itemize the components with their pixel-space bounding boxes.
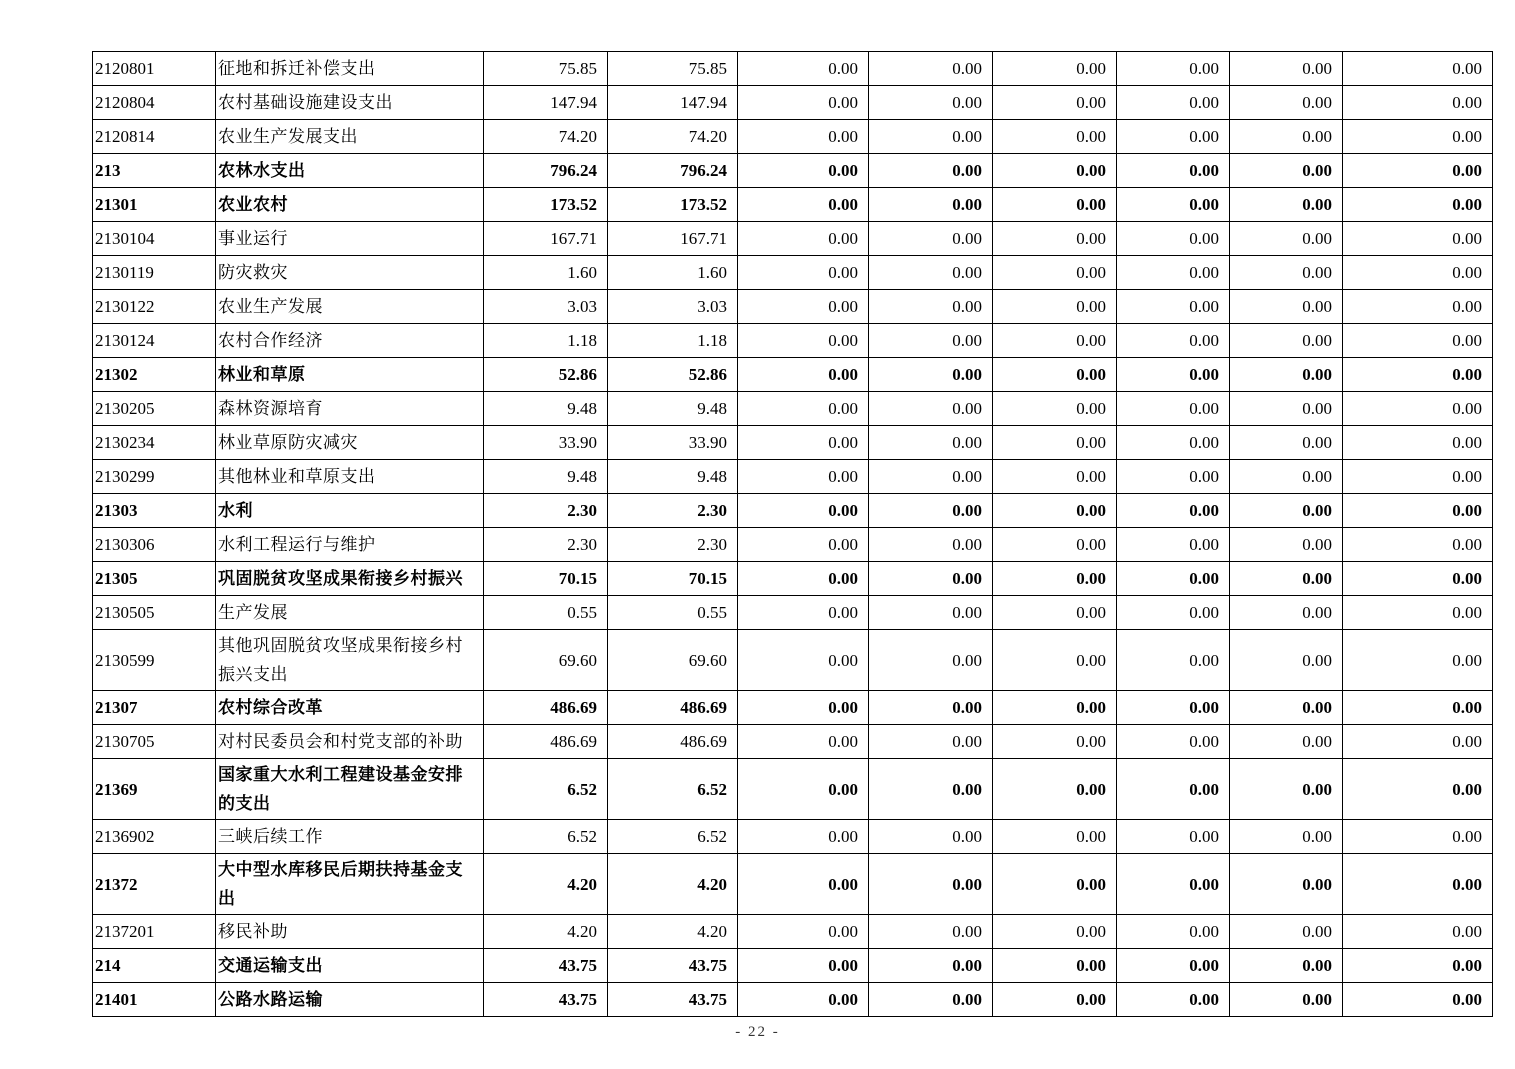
amount-cell: 0.00 <box>1117 222 1230 256</box>
amount-cell: 0.00 <box>1117 426 1230 460</box>
table-row <box>93 392 1493 426</box>
amount-cell: 0.00 <box>1117 154 1230 188</box>
amount-cell: 0.00 <box>869 154 993 188</box>
account-name-cell: 林业和草原 <box>216 358 484 392</box>
account-code-cell: 21303 <box>93 494 216 528</box>
account-code-cell: 2130705 <box>93 725 216 759</box>
amount-cell: 0.00 <box>869 426 993 460</box>
amount-cell: 0.00 <box>738 392 869 426</box>
amount-cell: 0.00 <box>1230 983 1343 1017</box>
amount-cell: 147.94 <box>608 86 738 120</box>
amount-cell: 0.00 <box>993 120 1117 154</box>
amount-cell: 0.00 <box>1343 188 1493 222</box>
amount-cell: 43.75 <box>484 983 608 1017</box>
account-code-cell: 2130234 <box>93 426 216 460</box>
amount-cell: 0.00 <box>738 52 869 86</box>
amount-cell: 74.20 <box>608 120 738 154</box>
amount-cell: 0.00 <box>738 426 869 460</box>
amount-cell: 4.20 <box>484 854 608 915</box>
account-name-cell: 农村合作经济 <box>216 324 484 358</box>
table-row <box>93 494 1493 528</box>
amount-cell: 0.00 <box>869 86 993 120</box>
amount-cell: 0.00 <box>1117 562 1230 596</box>
amount-cell: 0.00 <box>993 222 1117 256</box>
amount-cell: 0.00 <box>1343 86 1493 120</box>
page-number: - 22 - <box>735 1024 780 1040</box>
amount-cell: 0.00 <box>869 324 993 358</box>
amount-cell: 33.90 <box>608 426 738 460</box>
amount-cell: 0.00 <box>869 691 993 725</box>
amount-cell: 0.00 <box>993 494 1117 528</box>
amount-cell: 0.00 <box>1117 630 1230 691</box>
amount-cell: 2.30 <box>484 494 608 528</box>
amount-cell: 147.94 <box>484 86 608 120</box>
account-name-cell: 公路水路运输 <box>216 983 484 1017</box>
amount-cell: 0.00 <box>1230 759 1343 820</box>
table-row <box>93 759 1493 820</box>
account-code-cell: 2130122 <box>93 290 216 324</box>
amount-cell: 43.75 <box>484 949 608 983</box>
account-code-cell: 21401 <box>93 983 216 1017</box>
table-row <box>93 528 1493 562</box>
amount-cell: 0.00 <box>993 392 1117 426</box>
table-row <box>93 915 1493 949</box>
amount-cell: 0.00 <box>1117 460 1230 494</box>
amount-cell: 0.00 <box>869 820 993 854</box>
account-code-cell: 2130299 <box>93 460 216 494</box>
amount-cell: 0.00 <box>993 630 1117 691</box>
amount-cell: 0.00 <box>738 460 869 494</box>
account-name-cell: 防灾救灾 <box>216 256 484 290</box>
amount-cell: 43.75 <box>608 983 738 1017</box>
amount-cell: 0.00 <box>1230 358 1343 392</box>
amount-cell: 0.00 <box>738 528 869 562</box>
amount-cell: 9.48 <box>484 392 608 426</box>
amount-cell: 0.00 <box>1230 222 1343 256</box>
amount-cell: 52.86 <box>484 358 608 392</box>
amount-cell: 486.69 <box>608 725 738 759</box>
amount-cell: 0.00 <box>738 854 869 915</box>
account-code-cell: 214 <box>93 949 216 983</box>
amount-cell: 0.00 <box>738 154 869 188</box>
amount-cell: 486.69 <box>484 691 608 725</box>
amount-cell: 0.00 <box>1230 86 1343 120</box>
amount-cell: 43.75 <box>608 949 738 983</box>
amount-cell: 0.00 <box>1343 290 1493 324</box>
account-code-cell: 21369 <box>93 759 216 820</box>
amount-cell: 2.30 <box>608 528 738 562</box>
amount-cell: 0.00 <box>993 86 1117 120</box>
amount-cell: 0.00 <box>993 725 1117 759</box>
account-code-cell: 2130599 <box>93 630 216 691</box>
table-row <box>93 596 1493 630</box>
account-code-cell: 21302 <box>93 358 216 392</box>
amount-cell: 0.00 <box>993 820 1117 854</box>
amount-cell: 0.00 <box>869 392 993 426</box>
account-code-cell: 213 <box>93 154 216 188</box>
account-name-cell: 其他林业和草原支出 <box>216 460 484 494</box>
amount-cell: 0.00 <box>1117 596 1230 630</box>
amount-cell: 0.00 <box>869 725 993 759</box>
amount-cell: 0.00 <box>993 596 1117 630</box>
amount-cell: 0.00 <box>1343 630 1493 691</box>
amount-cell: 0.00 <box>1230 460 1343 494</box>
amount-cell: 0.00 <box>738 324 869 358</box>
account-name-cell: 农村基础设施建设支出 <box>216 86 484 120</box>
amount-cell: 33.90 <box>484 426 608 460</box>
amount-cell: 75.85 <box>608 52 738 86</box>
amount-cell: 0.00 <box>1343 358 1493 392</box>
amount-cell: 0.00 <box>869 759 993 820</box>
amount-cell: 0.00 <box>1117 188 1230 222</box>
amount-cell: 0.00 <box>1117 915 1230 949</box>
account-name-cell: 农业生产发展 <box>216 290 484 324</box>
account-code-cell: 2136902 <box>93 820 216 854</box>
amount-cell: 0.00 <box>1117 854 1230 915</box>
amount-cell: 0.00 <box>1117 528 1230 562</box>
amount-cell: 2.30 <box>484 528 608 562</box>
amount-cell: 70.15 <box>608 562 738 596</box>
account-code-cell: 2137201 <box>93 915 216 949</box>
amount-cell: 0.00 <box>993 324 1117 358</box>
amount-cell: 0.00 <box>1230 426 1343 460</box>
amount-cell: 0.00 <box>1117 256 1230 290</box>
amount-cell: 75.85 <box>484 52 608 86</box>
amount-cell: 0.00 <box>1117 392 1230 426</box>
amount-cell: 6.52 <box>608 759 738 820</box>
table-row <box>93 630 1493 691</box>
account-name-cell: 森林资源培育 <box>216 392 484 426</box>
amount-cell: 0.00 <box>993 759 1117 820</box>
amount-cell: 0.00 <box>869 854 993 915</box>
amount-cell: 0.00 <box>993 358 1117 392</box>
amount-cell: 0.00 <box>738 120 869 154</box>
amount-cell: 0.00 <box>869 290 993 324</box>
amount-cell: 0.00 <box>738 820 869 854</box>
amount-cell: 0.00 <box>738 222 869 256</box>
account-name-cell: 国家重大水利工程建设基金安排的支出 <box>216 759 484 820</box>
amount-cell: 4.20 <box>484 915 608 949</box>
amount-cell: 486.69 <box>608 691 738 725</box>
amount-cell: 0.00 <box>1343 915 1493 949</box>
table-row <box>93 222 1493 256</box>
amount-cell: 0.00 <box>1117 494 1230 528</box>
amount-cell: 4.20 <box>608 854 738 915</box>
amount-cell: 0.00 <box>1230 596 1343 630</box>
amount-cell: 0.00 <box>738 915 869 949</box>
amount-cell: 9.48 <box>608 392 738 426</box>
amount-cell: 0.00 <box>1117 691 1230 725</box>
table-row <box>93 290 1493 324</box>
table-row <box>93 820 1493 854</box>
amount-cell: 1.60 <box>608 256 738 290</box>
amount-cell: 167.71 <box>484 222 608 256</box>
amount-cell: 0.00 <box>869 983 993 1017</box>
amount-cell: 0.00 <box>1343 52 1493 86</box>
amount-cell: 0.00 <box>869 915 993 949</box>
amount-cell: 0.00 <box>1230 562 1343 596</box>
amount-cell: 4.20 <box>608 915 738 949</box>
amount-cell: 0.00 <box>1343 494 1493 528</box>
account-code-cell: 21307 <box>93 691 216 725</box>
amount-cell: 0.00 <box>1343 596 1493 630</box>
amount-cell: 0.00 <box>1343 120 1493 154</box>
amount-cell: 0.00 <box>738 759 869 820</box>
amount-cell: 0.00 <box>869 528 993 562</box>
amount-cell: 0.00 <box>1343 154 1493 188</box>
account-name-cell: 农业农村 <box>216 188 484 222</box>
table-row <box>93 256 1493 290</box>
amount-cell: 1.18 <box>484 324 608 358</box>
amount-cell: 0.00 <box>993 460 1117 494</box>
table-row <box>93 983 1493 1017</box>
amount-cell: 0.00 <box>1230 915 1343 949</box>
amount-cell: 0.00 <box>738 983 869 1017</box>
account-code-cell: 21301 <box>93 188 216 222</box>
account-name-cell: 交通运输支出 <box>216 949 484 983</box>
amount-cell: 0.00 <box>1230 154 1343 188</box>
amount-cell: 74.20 <box>484 120 608 154</box>
account-code-cell: 21305 <box>93 562 216 596</box>
amount-cell: 3.03 <box>484 290 608 324</box>
budget-table <box>92 51 1493 1017</box>
amount-cell: 0.00 <box>1343 460 1493 494</box>
amount-cell: 0.00 <box>1343 725 1493 759</box>
account-name-cell: 生产发展 <box>216 596 484 630</box>
amount-cell: 1.60 <box>484 256 608 290</box>
account-name-cell: 其他巩固脱贫攻坚成果衔接乡村振兴支出 <box>216 630 484 691</box>
account-name-cell: 水利 <box>216 494 484 528</box>
account-code-cell: 2130205 <box>93 392 216 426</box>
account-name-cell: 征地和拆迁补偿支出 <box>216 52 484 86</box>
amount-cell: 0.00 <box>1230 52 1343 86</box>
amount-cell: 0.00 <box>993 562 1117 596</box>
amount-cell: 0.00 <box>1230 256 1343 290</box>
table-row <box>93 324 1493 358</box>
amount-cell: 0.00 <box>1230 188 1343 222</box>
amount-cell: 0.00 <box>993 52 1117 86</box>
amount-cell: 0.00 <box>738 86 869 120</box>
table-row <box>93 358 1493 392</box>
table-row <box>93 154 1493 188</box>
account-code-cell: 21372 <box>93 854 216 915</box>
amount-cell: 0.00 <box>993 854 1117 915</box>
amount-cell: 0.00 <box>1230 324 1343 358</box>
account-name-cell: 对村民委员会和村党支部的补助 <box>216 725 484 759</box>
amount-cell: 0.00 <box>869 596 993 630</box>
table-row <box>93 120 1493 154</box>
amount-cell: 0.00 <box>869 630 993 691</box>
amount-cell: 0.00 <box>1343 691 1493 725</box>
amount-cell: 0.00 <box>738 725 869 759</box>
amount-cell: 9.48 <box>484 460 608 494</box>
amount-cell: 0.00 <box>993 528 1117 562</box>
amount-cell: 0.00 <box>869 222 993 256</box>
amount-cell: 0.00 <box>1117 949 1230 983</box>
account-name-cell: 大中型水库移民后期扶持基金支出 <box>216 854 484 915</box>
amount-cell: 0.00 <box>1230 854 1343 915</box>
amount-cell: 0.00 <box>738 949 869 983</box>
account-name-cell: 农村综合改革 <box>216 691 484 725</box>
table-body <box>93 52 1493 1017</box>
amount-cell: 0.00 <box>738 691 869 725</box>
amount-cell: 70.15 <box>484 562 608 596</box>
account-name-cell: 农业生产发展支出 <box>216 120 484 154</box>
amount-cell: 0.00 <box>869 358 993 392</box>
amount-cell: 6.52 <box>484 759 608 820</box>
amount-cell: 0.00 <box>869 460 993 494</box>
account-code-cell: 2130505 <box>93 596 216 630</box>
amount-cell: 0.00 <box>1117 983 1230 1017</box>
account-name-cell: 林业草原防灾减灾 <box>216 426 484 460</box>
amount-cell: 0.00 <box>869 494 993 528</box>
amount-cell: 0.00 <box>869 562 993 596</box>
amount-cell: 0.00 <box>738 256 869 290</box>
amount-cell: 0.00 <box>1230 725 1343 759</box>
amount-cell: 0.00 <box>993 915 1117 949</box>
amount-cell: 0.00 <box>1117 86 1230 120</box>
amount-cell: 0.00 <box>1343 324 1493 358</box>
amount-cell: 2.30 <box>608 494 738 528</box>
amount-cell: 0.00 <box>738 596 869 630</box>
account-name-cell: 三峡后续工作 <box>216 820 484 854</box>
amount-cell: 0.00 <box>1117 358 1230 392</box>
amount-cell: 0.00 <box>1230 949 1343 983</box>
amount-cell: 3.03 <box>608 290 738 324</box>
table-row <box>93 949 1493 983</box>
table-row <box>93 460 1493 494</box>
amount-cell: 0.00 <box>993 983 1117 1017</box>
amount-cell: 0.00 <box>993 188 1117 222</box>
account-code-cell: 2120804 <box>93 86 216 120</box>
amount-cell: 69.60 <box>608 630 738 691</box>
amount-cell: 52.86 <box>608 358 738 392</box>
table-row <box>93 426 1493 460</box>
account-name-cell: 水利工程运行与维护 <box>216 528 484 562</box>
amount-cell: 0.00 <box>1117 725 1230 759</box>
amount-cell: 9.48 <box>608 460 738 494</box>
amount-cell: 0.00 <box>1230 528 1343 562</box>
amount-cell: 0.00 <box>1343 820 1493 854</box>
amount-cell: 796.24 <box>608 154 738 188</box>
amount-cell: 0.00 <box>869 256 993 290</box>
amount-cell: 173.52 <box>608 188 738 222</box>
amount-cell: 0.00 <box>993 154 1117 188</box>
amount-cell: 0.00 <box>1343 983 1493 1017</box>
table-row <box>93 86 1493 120</box>
account-name-cell: 农林水支出 <box>216 154 484 188</box>
account-code-cell: 2120814 <box>93 120 216 154</box>
amount-cell: 0.00 <box>993 290 1117 324</box>
table-row <box>93 854 1493 915</box>
amount-cell: 0.00 <box>869 188 993 222</box>
account-name-cell: 巩固脱贫攻坚成果衔接乡村振兴 <box>216 562 484 596</box>
amount-cell: 0.00 <box>993 256 1117 290</box>
amount-cell: 1.18 <box>608 324 738 358</box>
amount-cell: 0.00 <box>993 691 1117 725</box>
account-code-cell: 2120801 <box>93 52 216 86</box>
table-row <box>93 562 1493 596</box>
amount-cell: 0.00 <box>1230 120 1343 154</box>
amount-cell: 0.00 <box>738 494 869 528</box>
amount-cell: 0.00 <box>1117 759 1230 820</box>
account-code-cell: 2130104 <box>93 222 216 256</box>
amount-cell: 0.00 <box>1343 562 1493 596</box>
amount-cell: 0.55 <box>608 596 738 630</box>
table-row <box>93 691 1493 725</box>
amount-cell: 0.00 <box>1343 528 1493 562</box>
amount-cell: 0.00 <box>1230 630 1343 691</box>
table-row <box>93 188 1493 222</box>
amount-cell: 0.00 <box>1230 290 1343 324</box>
amount-cell: 0.00 <box>1230 494 1343 528</box>
amount-cell: 0.00 <box>869 120 993 154</box>
amount-cell: 0.00 <box>1343 759 1493 820</box>
amount-cell: 0.00 <box>1117 290 1230 324</box>
amount-cell: 173.52 <box>484 188 608 222</box>
amount-cell: 0.00 <box>1343 426 1493 460</box>
amount-cell: 0.55 <box>484 596 608 630</box>
account-code-cell: 2130119 <box>93 256 216 290</box>
account-name-cell: 移民补助 <box>216 915 484 949</box>
amount-cell: 0.00 <box>1343 392 1493 426</box>
amount-cell: 0.00 <box>1343 854 1493 915</box>
amount-cell: 0.00 <box>1117 120 1230 154</box>
amount-cell: 6.52 <box>484 820 608 854</box>
amount-cell: 69.60 <box>484 630 608 691</box>
amount-cell: 0.00 <box>1117 820 1230 854</box>
amount-cell: 0.00 <box>1230 820 1343 854</box>
amount-cell: 486.69 <box>484 725 608 759</box>
amount-cell: 0.00 <box>869 52 993 86</box>
amount-cell: 0.00 <box>1230 691 1343 725</box>
amount-cell: 0.00 <box>1230 392 1343 426</box>
amount-cell: 167.71 <box>608 222 738 256</box>
amount-cell: 0.00 <box>738 358 869 392</box>
amount-cell: 0.00 <box>993 949 1117 983</box>
amount-cell: 0.00 <box>993 426 1117 460</box>
amount-cell: 0.00 <box>1343 256 1493 290</box>
amount-cell: 796.24 <box>484 154 608 188</box>
account-name-cell: 事业运行 <box>216 222 484 256</box>
account-code-cell: 2130306 <box>93 528 216 562</box>
amount-cell: 0.00 <box>738 188 869 222</box>
amount-cell: 0.00 <box>869 949 993 983</box>
amount-cell: 0.00 <box>1343 222 1493 256</box>
amount-cell: 0.00 <box>738 630 869 691</box>
account-code-cell: 2130124 <box>93 324 216 358</box>
amount-cell: 0.00 <box>738 290 869 324</box>
table-row <box>93 725 1493 759</box>
amount-cell: 6.52 <box>608 820 738 854</box>
amount-cell: 0.00 <box>1117 324 1230 358</box>
amount-cell: 0.00 <box>738 562 869 596</box>
amount-cell: 0.00 <box>1343 949 1493 983</box>
table-row <box>93 52 1493 86</box>
amount-cell: 0.00 <box>1117 52 1230 86</box>
